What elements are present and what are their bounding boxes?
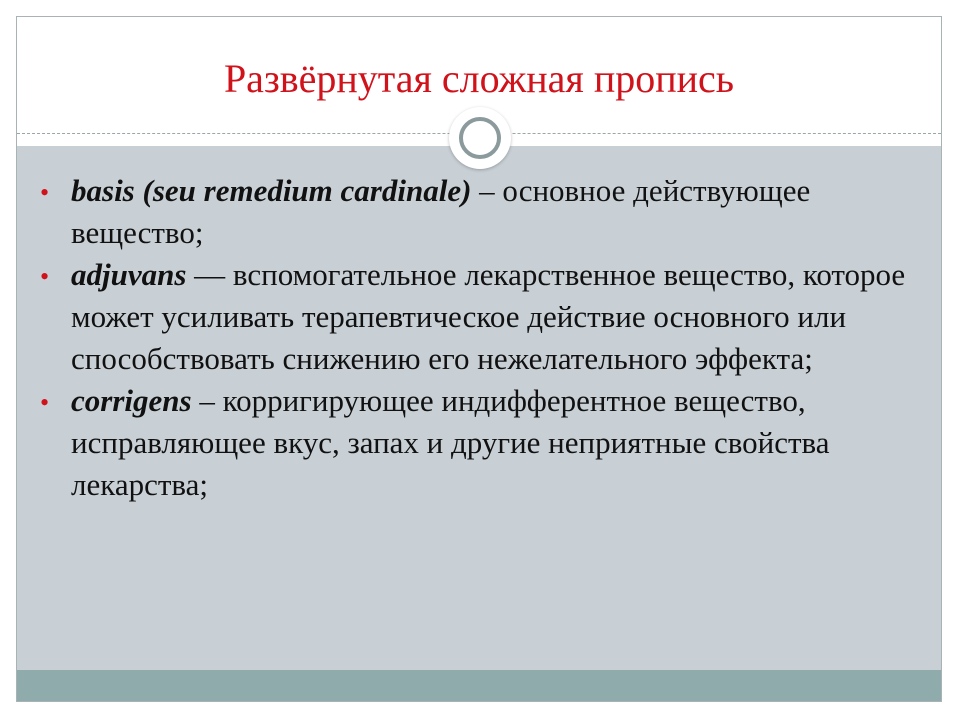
bullet-term: corrigens: [71, 383, 192, 418]
bullet-text: – корригирующее индифферентное вещество, исправляющее вкус, запах и другие неприятные свойства лекарства;: [71, 383, 830, 502]
bullet-dot-icon: •: [40, 178, 50, 207]
bullet-text: – основное действующее вещество;: [71, 173, 811, 250]
bullet-term: basis (seu remedium cardinale): [71, 173, 472, 208]
bullet-dot-icon: •: [40, 262, 50, 291]
footer-band: [17, 670, 941, 701]
bullet-text: — вспомогательное лекарственное вещество, которое может усиливать терапевтическое действие основного или способствовать снижению его нежелательного эффекта;: [71, 257, 906, 376]
slide-title: Развёрнутая сложная пропись: [223, 56, 735, 101]
bullet-list: [40, 170, 920, 506]
circle-ornament-icon: [449, 107, 511, 169]
bullet-item-corrigens: [40, 380, 920, 506]
bullet-term: adjuvans: [71, 257, 187, 292]
bullet-item-basis: [40, 170, 920, 254]
bullet-dot-icon: •: [40, 388, 50, 417]
bullet-item-adjuvans: [40, 254, 920, 380]
